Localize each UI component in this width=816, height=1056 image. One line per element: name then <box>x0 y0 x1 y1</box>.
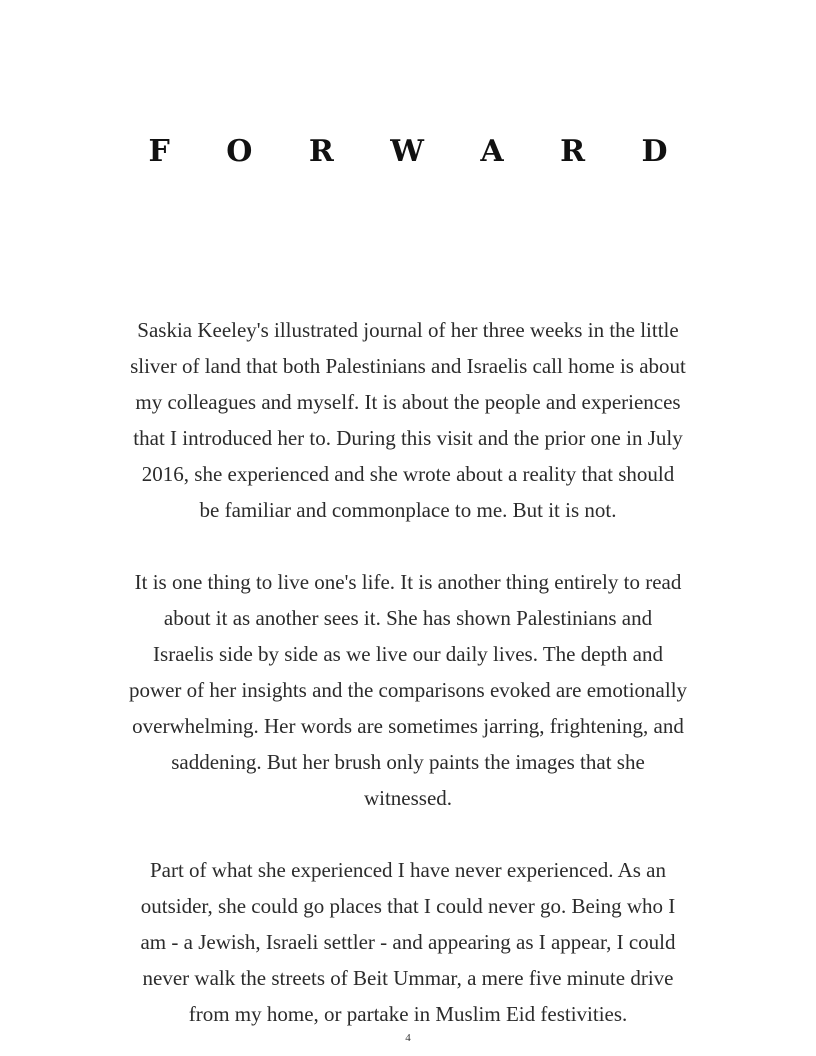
paragraph-spacer <box>100 528 716 564</box>
text-line: It is one thing to live one's life. It is another thing entirely to read <box>134 570 682 594</box>
text-line: be familiar and commonplace to me. But it is not. <box>199 498 617 522</box>
text-line: from my home, or partake in Muslim Eid festivities. <box>188 1002 628 1026</box>
text-line: Saskia Keeley's illustrated journal of her three weeks in the little <box>137 318 679 342</box>
text-line: that I introduced her to. During this visit and the prior one in July <box>133 426 683 450</box>
text-line: outsider, she could go places that I could never go. Being who I <box>140 894 676 918</box>
paragraph-spacer <box>100 816 716 852</box>
paragraph-3 <box>100 852 716 1032</box>
text-line: witnessed. <box>363 786 453 810</box>
page-number: 4 <box>405 1032 411 1044</box>
text-line: saddening. But her brush only paints the images that she <box>171 750 645 774</box>
paragraph-1 <box>100 312 716 528</box>
text-line: 2016, she experienced and she wrote about a reality that should <box>141 462 675 486</box>
text-line: overwhelming. Her words are sometimes jarring, frightening, and <box>132 714 684 738</box>
text-line: Part of what she experienced I have never experienced. As an <box>149 858 667 882</box>
forward-body <box>100 312 716 1032</box>
text-line: am - a Jewish, Israeli settler - and appearing as I appear, I could <box>140 930 676 954</box>
text-line: about it as another sees it. She has shown Palestinians and <box>163 606 653 630</box>
page-title: F O R W A R D <box>148 134 691 169</box>
paragraph-2 <box>100 564 716 816</box>
text-line: power of her insights and the comparisons evoked are emotionally <box>128 678 688 702</box>
text-line: never walk the streets of Beit Ummar, a mere five minute drive <box>142 966 674 990</box>
text-line: my colleagues and myself. It is about the people and experiences <box>135 390 681 414</box>
text-line: Israelis side by side as we live our daily lives. The depth and <box>153 642 663 666</box>
text-line: sliver of land that both Palestinians and Israelis call home is about <box>130 354 686 378</box>
